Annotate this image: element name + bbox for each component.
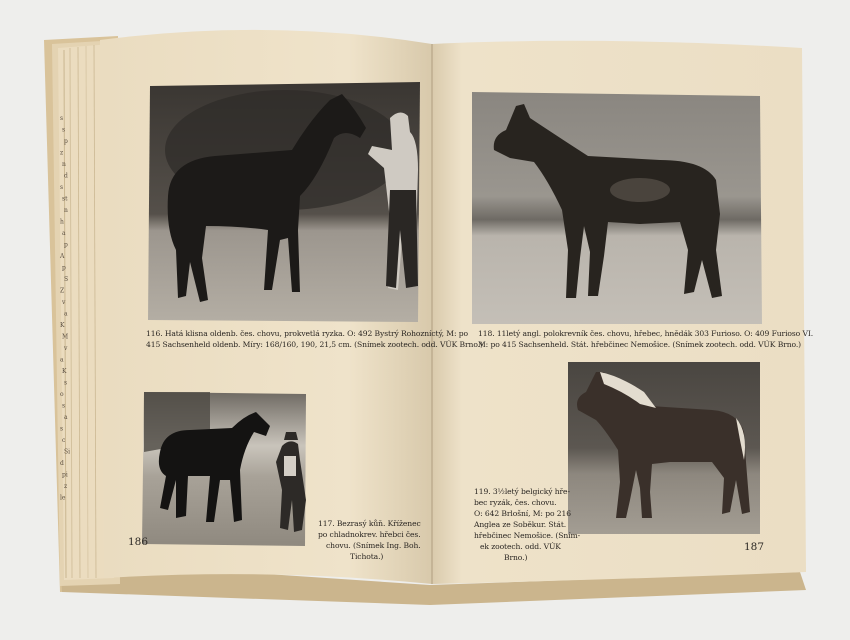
page-number-left: 186 xyxy=(128,536,149,548)
edge-letter: s xyxy=(60,184,64,191)
edge-letter: A xyxy=(60,253,65,260)
edge-letter: d xyxy=(64,172,68,180)
edge-letter: z xyxy=(64,483,68,490)
edge-letter: c xyxy=(62,437,66,444)
edge-letter: a xyxy=(64,310,68,318)
edge-letter: v xyxy=(64,345,68,352)
edge-letter: K xyxy=(60,322,65,329)
photo-119 xyxy=(568,362,760,534)
caption-118-line2: M: po 415 Sachsenheld. Stát. hřebčinec Nemošice. (Snímek zootech. odd. VÚK Brno.) xyxy=(478,340,802,349)
edge-letter: s xyxy=(60,425,64,433)
caption-119-line1: 119. 3½letý belgický hře- xyxy=(474,487,570,496)
edge-letter: st xyxy=(62,195,68,203)
edge-letter: n xyxy=(64,207,68,214)
edge-letter: le xyxy=(60,494,66,502)
caption-119-line6: ek zootech. odd. VÚK xyxy=(480,542,561,551)
edge-letter: a xyxy=(64,414,68,421)
edge-letter: pi xyxy=(62,471,68,479)
edge-letter: K xyxy=(62,368,67,375)
edge-letter: z xyxy=(60,149,64,157)
edge-letter: Si xyxy=(64,448,71,456)
edge-letter: v xyxy=(62,299,66,306)
edge-letter: s xyxy=(62,402,66,410)
edge-letter: h xyxy=(60,218,64,226)
edge-letter: d xyxy=(60,460,64,467)
edge-letter: s xyxy=(64,379,68,387)
edge-letter: n xyxy=(62,161,66,168)
page-number-right: 187 xyxy=(744,541,765,553)
photo-118 xyxy=(472,92,762,324)
edge-letter: M xyxy=(62,333,69,341)
caption-117-line4: Tichota.) xyxy=(350,552,384,561)
caption-119-line2: bec ryzák, čes. chovu. xyxy=(474,498,557,507)
caption-119-line5: hřebčinec Nemošice. (Sním- xyxy=(474,531,581,540)
edge-letter: o xyxy=(60,391,64,398)
caption-119-line4: Anglea ze Soběkur. Stát. xyxy=(474,520,567,529)
photo-116 xyxy=(148,82,420,322)
edge-letter: s xyxy=(62,126,66,134)
edge-letter: Z xyxy=(60,287,65,295)
edge-letter: p xyxy=(64,241,68,249)
photo-117 xyxy=(142,392,306,546)
caption-117-line2: po chladnokrev. hřebci čes. xyxy=(318,530,421,539)
caption-118-line1: 118. 11letý angl. polokrevník čes. chovu, hřebec, hnědák 303 Furioso. O: 409 Furioso VI. xyxy=(478,329,814,338)
edge-letter: s xyxy=(60,115,64,122)
edge-letter: a xyxy=(60,356,64,364)
caption-119-line7: Brno.) xyxy=(504,553,528,562)
edge-letter: S xyxy=(64,276,69,283)
caption-116-line1: 116. Hatá klisna oldenb. čes. chovu, prokvetlá ryzka. O: 492 Bystrý Rohozníctý, M: po xyxy=(146,329,468,338)
edge-letter: a xyxy=(62,230,66,237)
edge-letter: p xyxy=(64,138,68,145)
caption-116-line2: 415 Sachsenheld oldenb. Míry: 168/160, 190, 21,5 cm. (Snímek zootech. odd. VÚK Brno.) xyxy=(146,340,483,349)
caption-119-line3: O: 642 Brlošní, M: po 216 xyxy=(474,509,571,518)
caption-117-line1: 117. Bezrasý kůň. Kříženec xyxy=(318,519,421,528)
caption-117-line3: chovu. (Snímek Ing. Boh. xyxy=(326,541,421,550)
edge-letter: p xyxy=(62,264,66,272)
